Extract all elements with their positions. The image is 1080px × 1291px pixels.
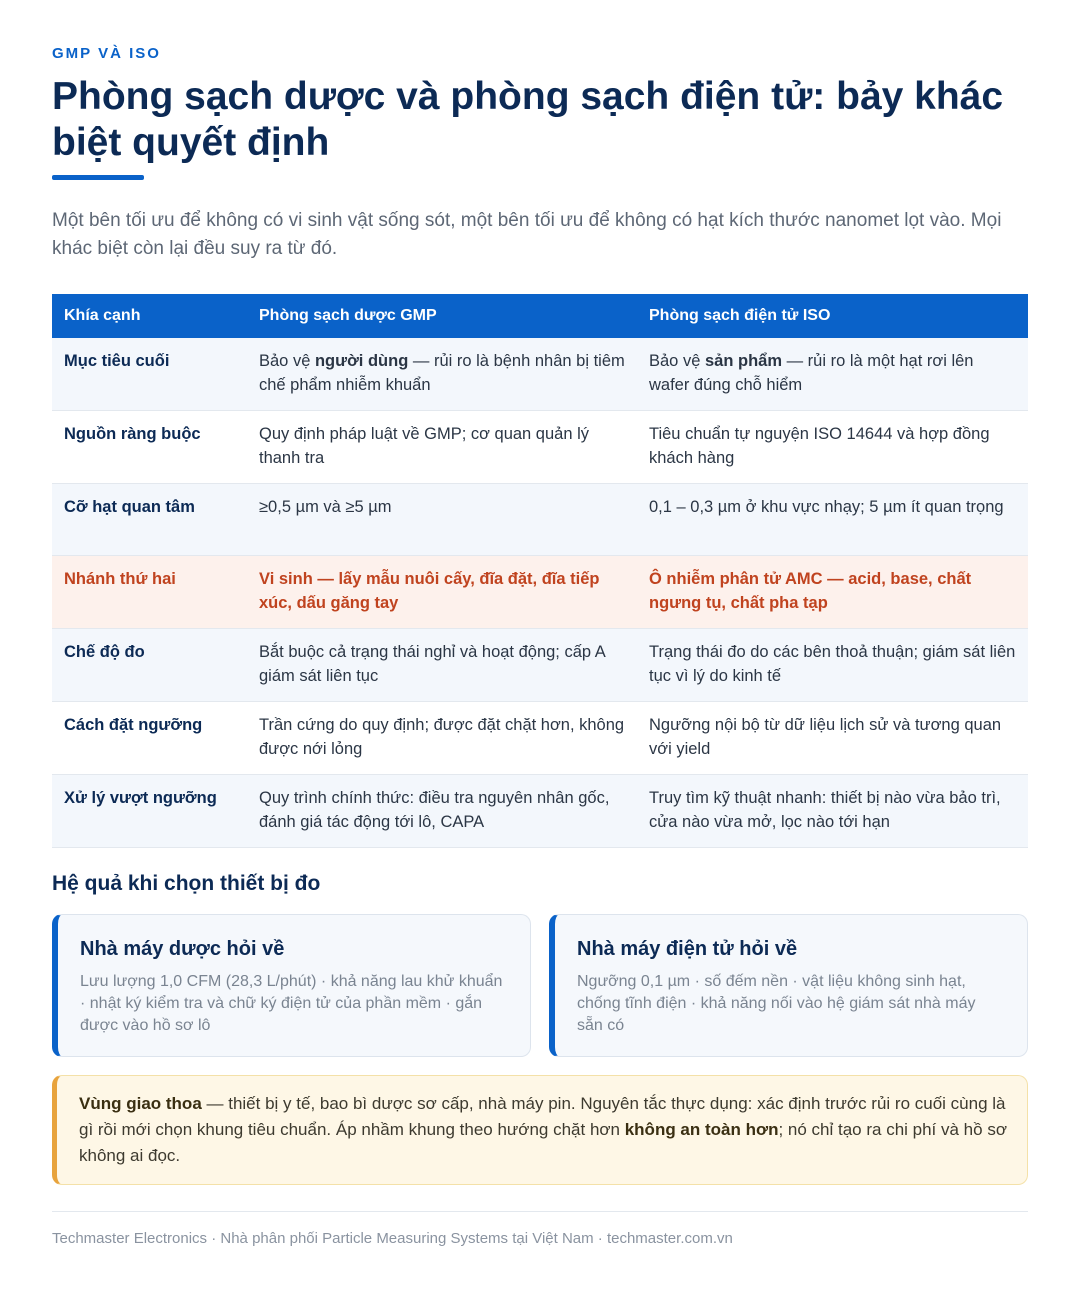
note-emphasis: không an toàn hơn [624, 1120, 779, 1139]
table-row [52, 775, 1028, 848]
table-row [52, 702, 1028, 775]
comparison-table [52, 294, 1028, 848]
header-iso: Phòng sạch điện tử ISO [637, 294, 1028, 338]
title-underline [52, 175, 144, 180]
row-iso-cell: 0,1 – 0,3 µm ở khu vực nhạy; 5 µm ít quan trọng [637, 484, 1028, 556]
cell-emphasis: người dùng [314, 352, 409, 370]
row-iso-cell: Truy tìm kỹ thuật nhanh: thiết bị nào vừa bảo trì, cửa nào vừa mở, lọc nào tới hạn [637, 775, 1028, 848]
card-body: Ngưỡng 0,1 µm · số đếm nền · vật liệu không sinh hạt, chống tĩnh điện · khả năng nối vào hệ giám sát nhà máy sẵn có [577, 973, 976, 1034]
cell-text: Bảo vệ [259, 352, 315, 370]
row-gmp-cell: Bắt buộc cả trạng thái nghỉ và hoạt động; cấp A giám sát liên tục [247, 629, 637, 702]
page-title: Phòng sạch dược và phòng sạch điện tử: bảy khác biệt quyết định [52, 75, 1004, 164]
pharma-card [52, 914, 531, 1057]
table-row-highlighted [52, 556, 1028, 629]
table-header-row [52, 294, 1028, 338]
card-title: Nhà máy dược hỏi về [80, 938, 285, 960]
cell-text: — rủi ro là một hạt rơi lên wafer đúng chỗ hiểm [649, 352, 974, 394]
row-gmp-cell: Vi sinh — lấy mẫu nuôi cấy, đĩa đặt, đĩa tiếp xúc, dấu găng tay [247, 556, 637, 629]
table-row [52, 411, 1028, 484]
cell-text: — rủi ro là bệnh nhân bị tiêm chế phẩm nhiễm khuẩn [259, 352, 625, 394]
row-aspect: Cách đặt ngưỡng [52, 702, 247, 775]
row-aspect: Chế độ đo [52, 629, 247, 702]
note-emphasis: Vùng giao thoa [79, 1094, 202, 1113]
row-gmp-cell: Trần cứng do quy định; được đặt chặt hơn, không được nới lỏng [247, 702, 637, 775]
row-iso-cell: Ô nhiễm phân tử AMC — acid, base, chất ngưng tụ, chất pha tạp [637, 556, 1028, 629]
row-gmp-cell: Quy trình chính thức: điều tra nguyên nhân gốc, đánh giá tác động tới lô, CAPA [247, 775, 637, 848]
lead-paragraph: Một bên tối ưu để không có vi sinh vật sống sót, một bên tối ưu để không có hạt kích thước nanomet lọt vào. Mọi khác biệt còn lại đều suy ra từ đó. [52, 210, 1002, 259]
header-aspect: Khía cạnh [52, 294, 247, 338]
row-aspect: Cỡ hạt quan tâm [52, 484, 247, 556]
row-gmp-cell: Quy định pháp luật về GMP; cơ quan quản lý thanh tra [247, 411, 637, 484]
card-body: Lưu lượng 1,0 CFM (28,3 L/phút) · khả năng lau khử khuẩn · nhật ký kiểm tra và chữ ký điện tử của phần mềm · gắn được vào hồ sơ lô [80, 973, 503, 1034]
table-row [52, 338, 1028, 411]
row-iso-cell: Trạng thái đo do các bên thoả thuận; giám sát liên tục vì lý do kinh tế [637, 629, 1028, 702]
table-row [52, 484, 1028, 556]
header-gmp: Phòng sạch dược GMP [247, 294, 637, 338]
cell-emphasis: sản phẩm [704, 352, 782, 370]
row-aspect: Xử lý vượt ngưỡng [52, 775, 247, 848]
row-aspect: Mục tiêu cuối [52, 338, 247, 411]
card-title: Nhà máy điện tử hỏi về [577, 938, 798, 960]
row-iso-cell [637, 338, 1028, 411]
eyebrow-label: GMP VÀ ISO [52, 45, 161, 62]
row-aspect: Nguồn ràng buộc [52, 411, 247, 484]
footer-text: Techmaster Electronics · Nhà phân phối Particle Measuring Systems tại Việt Nam · techmaster.com.vn [52, 1230, 733, 1247]
table-row [52, 629, 1028, 702]
row-gmp-cell [247, 338, 637, 411]
note-text: ; nó chỉ tạo ra chi phí và hồ sơ không ai đọc. [79, 1120, 1007, 1165]
electronics-card [549, 914, 1028, 1057]
row-gmp-cell: ≥0,5 µm và ≥5 µm [247, 484, 637, 556]
note-text: — thiết bị y tế, bao bì dược sơ cấp, nhà máy pin. Nguyên tắc thực dụng: xác định trước rủi ro cuối cùng là gì rồi mới chọn khung tiêu chuẩn. Áp nhầm khung theo hướng chặt hơn [79, 1094, 1006, 1139]
footer-divider [52, 1211, 1028, 1212]
row-iso-cell: Ngưỡng nội bộ từ dữ liệu lịch sử và tương quan với yield [637, 702, 1028, 775]
cell-text: Bảo vệ [649, 352, 705, 370]
consequences-heading: Hệ quả khi chọn thiết bị đo [52, 872, 321, 895]
row-iso-cell: Tiêu chuẩn tự nguyện ISO 14644 và hợp đồng khách hàng [637, 411, 1028, 484]
overlap-note [52, 1075, 1028, 1185]
row-aspect: Nhánh thứ hai [52, 556, 247, 629]
